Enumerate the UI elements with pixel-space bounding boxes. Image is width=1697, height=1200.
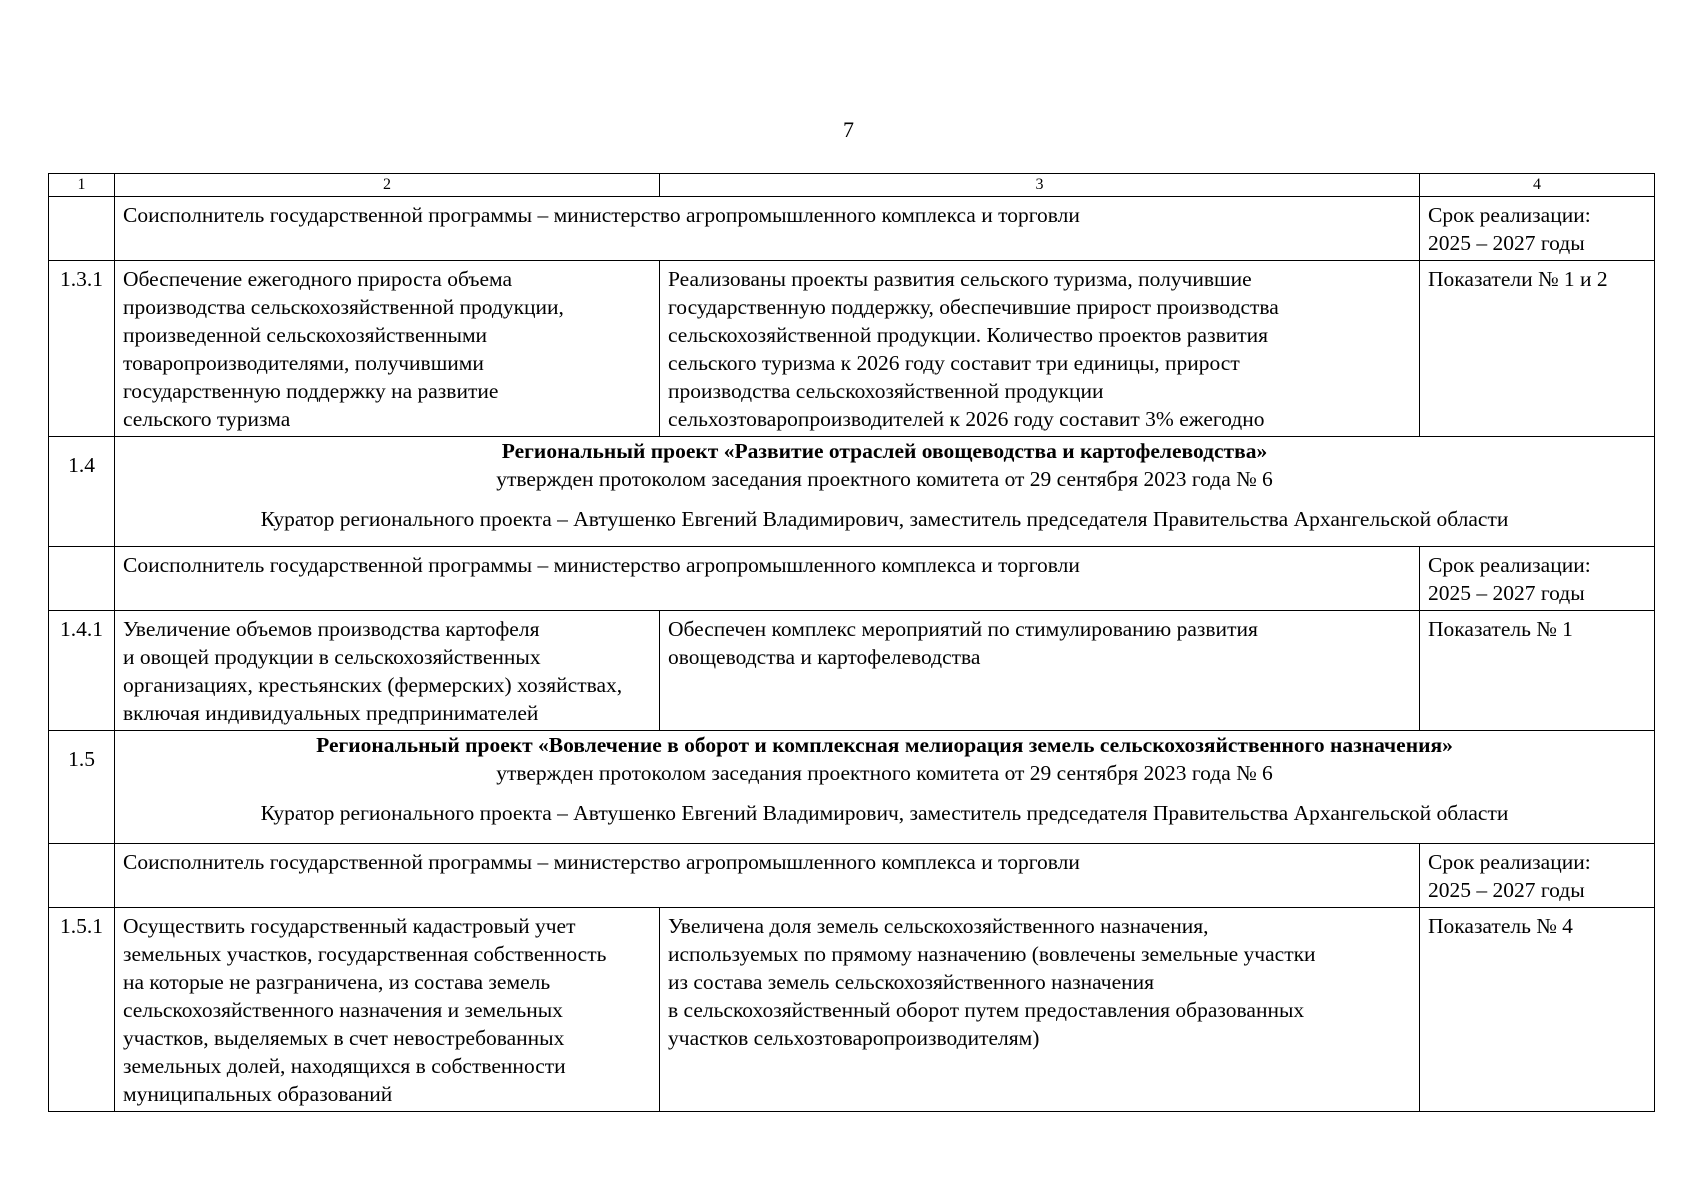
column-number-4: 4 <box>1420 174 1655 197</box>
task-line: участков, выделяемых в счет невостребованных <box>123 1026 565 1050</box>
term-cell <box>1420 197 1655 261</box>
task-line: товаропроизводителями, получившими <box>123 351 484 375</box>
term-label: Срок реализации: <box>1428 850 1591 874</box>
task-line: сельского туризма <box>123 407 291 431</box>
item-number: 1.4.1 <box>49 611 115 731</box>
empty-number-cell <box>49 547 115 611</box>
task-line: сельскохозяйственного назначения и земельных <box>123 998 563 1022</box>
page-number: 7 <box>843 117 854 142</box>
program-table <box>48 173 1655 1112</box>
table-row <box>49 611 1655 731</box>
task-line: производства сельскохозяйственной продукции, <box>123 295 564 319</box>
project-cell <box>115 437 1655 547</box>
indicator-cell: Показатели № 1 и 2 <box>1420 261 1655 437</box>
result-line: Обеспечен комплекс мероприятий по стимулированию развития <box>668 617 1258 641</box>
co-executor-row <box>49 197 1655 261</box>
project-row <box>49 437 1655 547</box>
column-number-2: 2 <box>115 174 660 197</box>
project-approval: утвержден протоколом заседания проектного комитета от 29 сентября 2023 года № 6 <box>496 467 1273 491</box>
empty-number-cell <box>49 197 115 261</box>
item-number: 1.3.1 <box>49 261 115 437</box>
task-line: на которые не разграничена, из состава земель <box>123 970 551 994</box>
result-line: используемых по прямому назначению (вовлечены земельные участки <box>668 942 1316 966</box>
task-line: включая индивидуальных предпринимателей <box>123 701 539 725</box>
project-number: 1.4 <box>49 437 115 547</box>
term-label: Срок реализации: <box>1428 203 1591 227</box>
result-line: государственную поддержку, обеспечившие прирост производства <box>668 295 1279 319</box>
result-line: в сельскохозяйственный оборот путем предоставления образованных <box>668 998 1305 1022</box>
result-line: Реализованы проекты развития сельского туризма, получившие <box>668 267 1252 291</box>
result-line: овощеводства и картофелеводства <box>668 645 981 669</box>
co-executor-cell: Соисполнитель государственной программы – министерство агропромышленного комплекса и торговли <box>115 197 1420 261</box>
task-cell <box>115 611 660 731</box>
term-cell <box>1420 844 1655 908</box>
term-years: 2025 – 2027 годы <box>1428 581 1585 605</box>
task-line: государственную поддержку на развитие <box>123 379 499 403</box>
indicator-cell: Показатель № 1 <box>1420 611 1655 731</box>
project-cell <box>115 731 1655 844</box>
project-curator: Куратор регионального проекта – Автушенко Евгений Владимирович, заместитель председателя Правительства Архангельской области <box>260 507 1509 531</box>
result-cell <box>660 261 1420 437</box>
task-line: Осуществить государственный кадастровый учет <box>123 914 576 938</box>
item-number: 1.5.1 <box>49 908 115 1112</box>
project-curator: Куратор регионального проекта – Автушенко Евгений Владимирович, заместитель председателя Правительства Архангельской области <box>260 801 1509 825</box>
task-line: Обеспечение ежегодного прироста объема <box>123 267 513 291</box>
term-cell <box>1420 547 1655 611</box>
project-approval: утвержден протоколом заседания проектного комитета от 29 сентября 2023 года № 6 <box>496 761 1273 785</box>
term-years: 2025 – 2027 годы <box>1428 231 1585 255</box>
task-line: Увеличение объемов производства картофеля <box>123 617 540 641</box>
co-executor-cell: Соисполнитель государственной программы – министерство агропромышленного комплекса и торговли <box>115 844 1420 908</box>
task-line: произведенной сельскохозяйственными <box>123 323 488 347</box>
project-title: Региональный проект «Развитие отраслей овощеводства и картофелеводства» <box>501 439 1268 463</box>
column-number-row <box>49 174 1655 197</box>
project-title: Региональный проект «Вовлечение в оборот и комплексная мелиорация земель сельскохозяйственного назначения» <box>316 733 1453 757</box>
table-row <box>49 908 1655 1112</box>
task-cell <box>115 908 660 1112</box>
project-number: 1.5 <box>49 731 115 844</box>
result-line: сельскохозяйственной продукции. Количество проектов развития <box>668 323 1269 347</box>
task-cell <box>115 261 660 437</box>
co-executor-row <box>49 844 1655 908</box>
task-line: и овощей продукции в сельскохозяйственных <box>123 645 541 669</box>
result-line: из состава земель сельскохозяйственного назначения <box>668 970 1155 994</box>
result-line: Увеличена доля земель сельскохозяйственного назначения, <box>668 914 1209 938</box>
result-line: участков сельхозтоваропроизводителям) <box>668 1026 1040 1050</box>
result-line: производства сельскохозяйственной продукции <box>668 379 1104 403</box>
task-line: организациях, крестьянских (фермерских) хозяйствах, <box>123 673 623 697</box>
indicator-cell: Показатель № 4 <box>1420 908 1655 1112</box>
term-label: Срок реализации: <box>1428 553 1591 577</box>
term-years: 2025 – 2027 годы <box>1428 878 1585 902</box>
result-line: сельского туризма к 2026 году составит три единицы, прирост <box>668 351 1240 375</box>
task-line: земельных долей, находящихся в собственности <box>123 1054 566 1078</box>
result-cell <box>660 611 1420 731</box>
result-line: сельхозтоваропроизводителей к 2026 году составит 3% ежегодно <box>668 407 1265 431</box>
co-executor-row <box>49 547 1655 611</box>
table-row <box>49 261 1655 437</box>
column-number-1: 1 <box>49 174 115 197</box>
task-line: муниципальных образований <box>123 1082 393 1106</box>
co-executor-cell: Соисполнитель государственной программы – министерство агропромышленного комплекса и торговли <box>115 547 1420 611</box>
empty-number-cell <box>49 844 115 908</box>
project-row <box>49 731 1655 844</box>
column-number-3: 3 <box>660 174 1420 197</box>
result-cell <box>660 908 1420 1112</box>
task-line: земельных участков, государственная собственность <box>123 942 607 966</box>
